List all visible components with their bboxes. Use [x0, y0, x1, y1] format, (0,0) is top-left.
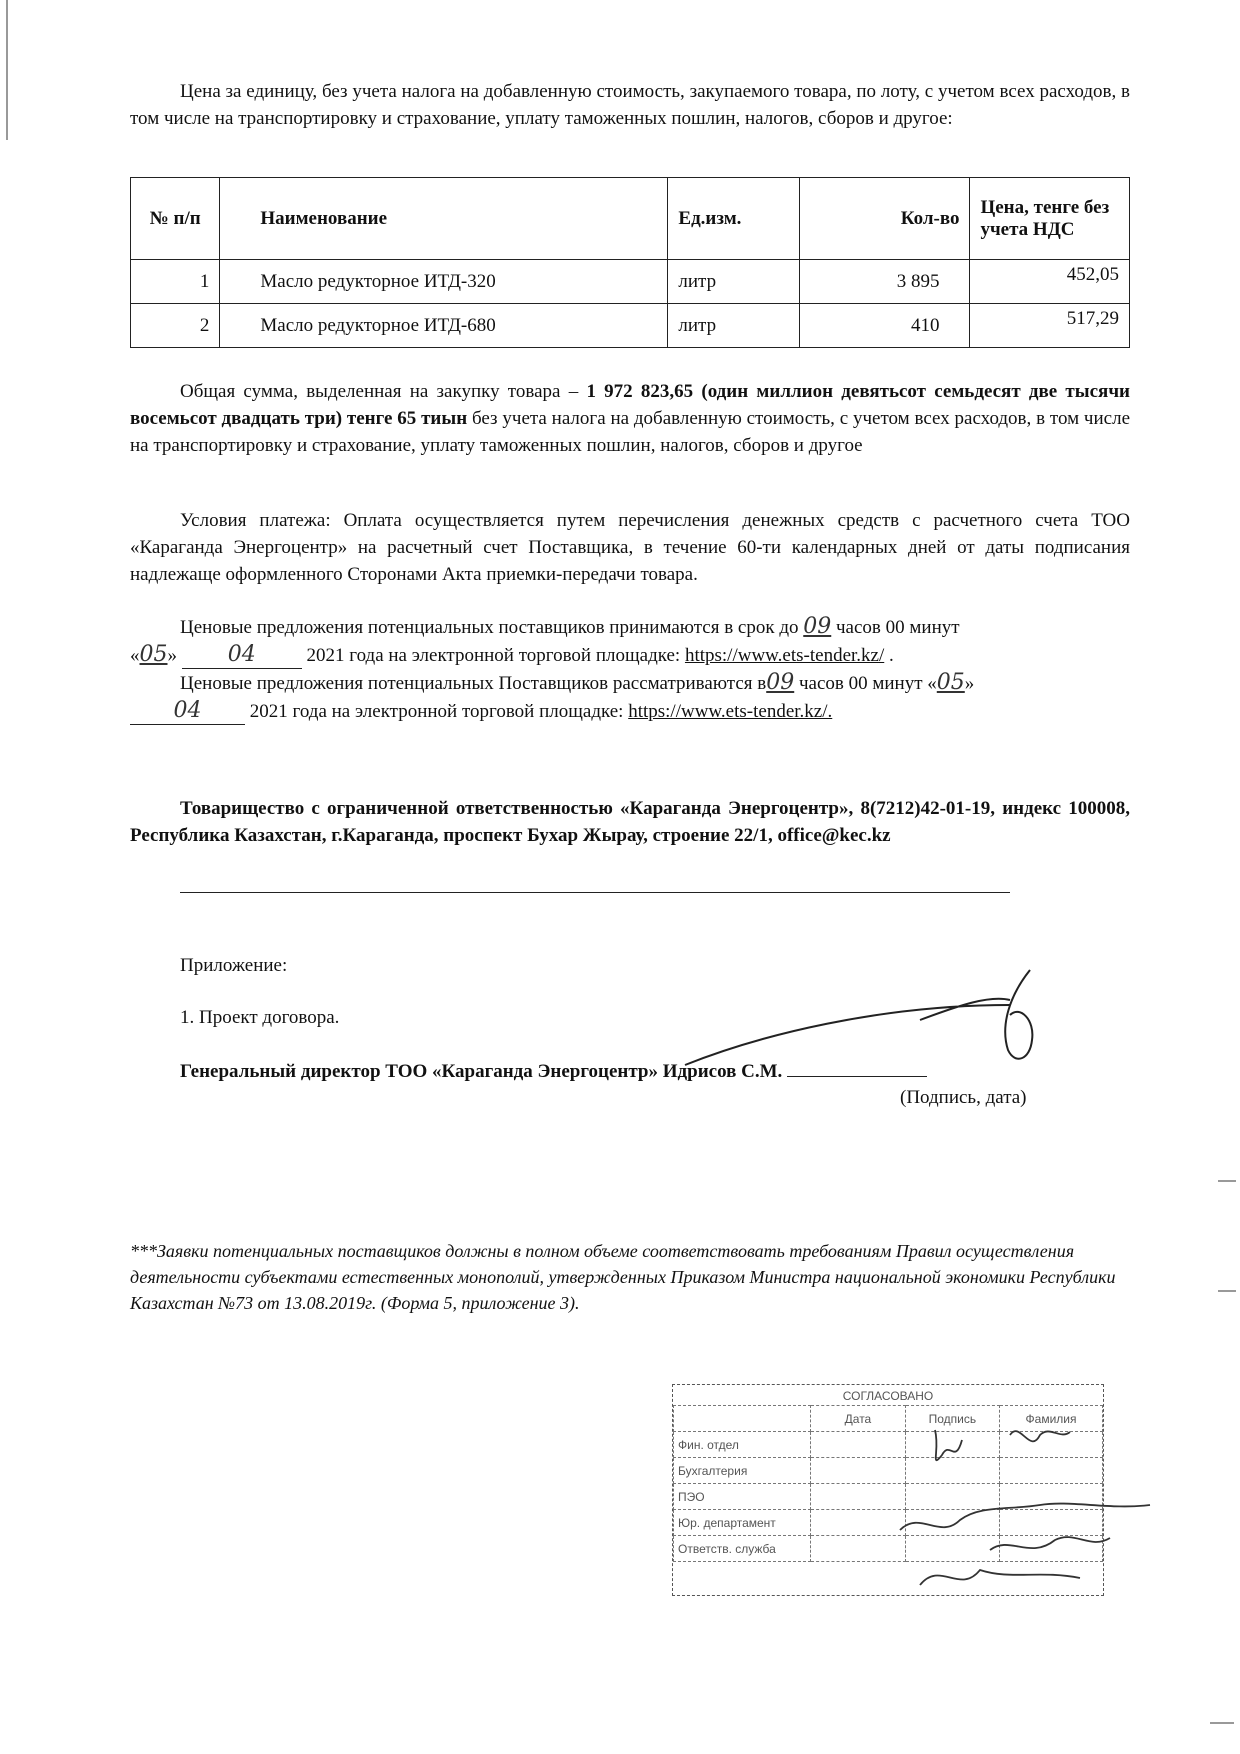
stamp-row-label: Бухгалтерия: [674, 1458, 811, 1484]
appendix-title: Приложение:: [180, 955, 288, 976]
signature-text: Генеральный директор ТОО «Караганда Энергоцентр» Идрисов С.М.: [180, 1061, 783, 1082]
stamp-col-header: Подпись: [905, 1406, 999, 1432]
stamp-row-label: Фин. отдел: [674, 1432, 811, 1458]
signature-caption: (Подпись, дата): [900, 1087, 1027, 1108]
row-qty: 410: [799, 304, 970, 348]
row-name: Масло редукторное ИТД-320: [220, 260, 668, 304]
accept-suffix: часов 00 минут: [836, 617, 960, 638]
stamp-row-label: ПЭО: [674, 1484, 811, 1510]
accept-month: 04: [182, 641, 302, 669]
row-name: Масло редукторное ИТД-680: [220, 304, 668, 348]
table-row: [131, 260, 1130, 304]
row-unit: литр: [668, 260, 799, 304]
review-date-line: [130, 697, 1140, 725]
payment-terms: Условия платежа: Оплата осуществляется путем перечисления денежных средств с расчетного счета ТОО «Караганда Энергоцентр» на расчетный счет Поставщика, в течение 60-ти календарных дней от даты подписания надлежаще оформленного Сторонами Акта приемки-передачи товара.: [130, 510, 1130, 585]
ets-tender-link-2[interactable]: https://www.ets-tender.kz/.: [628, 701, 833, 722]
stamp-row-label: Юр. департамент: [674, 1510, 811, 1536]
row-qty: 3 895: [799, 260, 970, 304]
ets-tender-link[interactable]: https://www.ets-tender.kz/: [684, 645, 885, 666]
total-lead: Общая сумма, выделенная на закупку товара –: [180, 381, 587, 402]
row-price: 452,05: [970, 260, 1130, 304]
col-header-unit: Ед.изм.: [668, 178, 799, 260]
row-num: 1: [131, 260, 220, 304]
review-month: 04: [130, 697, 245, 725]
col-header-price: Цена, тенге без учета НДС: [970, 178, 1130, 260]
review-year-text: 2021 года на электронной торговой площадке:: [249, 701, 624, 722]
accept-hour: 09: [803, 614, 832, 639]
row-num: 2: [131, 304, 220, 348]
col-header-num: № п/п: [131, 178, 220, 260]
handwritten-signature: [680, 965, 1060, 1075]
scan-edge-mark: [6, 0, 8, 140]
accept-date-line: «05» 04 2021 года на электронной торговой площадке: https://www.ets-tender.kz/ .: [130, 642, 894, 667]
table-header-row: [131, 178, 1130, 260]
stamp-title: СОГЛАСОВАНО: [842, 1389, 934, 1403]
accept-deadline: [130, 613, 1140, 641]
scan-edge-mark: [1210, 1722, 1234, 1724]
total-amount: 1 972 823,65 (один миллион девятьсот семьдесят две тысячи восемьсот двадцать три) тенге 65 тиын: [130, 381, 1130, 429]
footnote: ***Заявки потенциальных поставщиков должны в полном объеме соответствовать требованиям Правил осуществления деятельности субъектами естественных монополий, утвержденных Приказом Министра национальной экономики Республики Казахстан №73 от 13.08.2019г. (Форма 5, приложение 3).: [130, 1241, 1116, 1313]
col-header-qty: Кол-во: [799, 178, 970, 260]
stamp-row-label: Ответств. служба: [674, 1536, 811, 1562]
stamp-col-header: Фамилия: [1000, 1406, 1103, 1432]
intro-paragraph: Цена за единицу, без учета налога на добавленную стоимость, закупаемого товара, по лоту, с учетом всех расходов, в том числе на транспортировку и страхование, уплату таможенных пошлин, налогов, сборов и другое:: [130, 81, 1130, 129]
review-hour: 09: [766, 670, 795, 695]
review-deadline: Ценовые предложения потенциальных Поставщиков рассматриваются в09 часов 00 минут «05»: [180, 670, 975, 695]
signature-blank: [787, 1076, 927, 1077]
accept-year-text: 2021 года на электронной торговой площадке:: [306, 645, 681, 666]
scan-edge-mark: [1218, 1180, 1236, 1182]
total-paragraph: [130, 378, 1130, 459]
row-price: 517,29: [970, 304, 1130, 348]
appendix-item: 1. Проект договора.: [180, 1007, 340, 1028]
scan-edge-mark: [1218, 1290, 1236, 1292]
review-day: 05: [936, 670, 965, 695]
accept-day: 05: [139, 642, 168, 667]
table-row: [131, 304, 1130, 348]
col-header-name: Наименование: [220, 178, 668, 260]
deadlines-block: [130, 613, 1140, 725]
row-unit: литр: [668, 304, 799, 348]
total-tail: без учета налога на добавленную стоимость, с учетом всех расходов, в том числе на транспортировку и страхование, уплату таможенных пошлин, налогов, сборов и другое: [130, 408, 1130, 456]
review-suffix: часов 00 минут «: [798, 673, 937, 694]
review-prefix: Ценовые предложения потенциальных Поставщиков рассматриваются в: [180, 673, 767, 694]
stamp-col-header: [674, 1406, 811, 1432]
stamp-signatures: [880, 1410, 1160, 1600]
company-divider: [180, 892, 1010, 893]
accept-prefix: Ценовые предложения потенциальных поставщиков принимаются в срок до: [180, 617, 799, 638]
lot-table: [130, 177, 1130, 348]
stamp-col-header: Дата: [811, 1406, 905, 1432]
company-info: Товарищество с ограниченной ответственностью «Караганда Энергоцентр», 8(7212)42-01-19, индекс 100008, Республика Казахстан, г.Караганда, проспект Бухар Жырау, строение 22/1, office@kec.kz: [130, 798, 1130, 846]
